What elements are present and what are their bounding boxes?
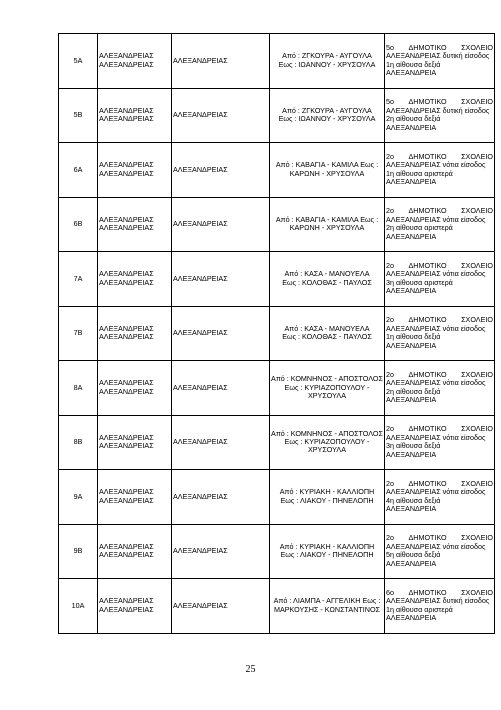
table-row <box>59 415 495 470</box>
polling-place-cell <box>385 361 495 416</box>
district-cell: ΑΛΕΞΑΝΔΡΕΙΑΣ <box>172 361 270 416</box>
range-line: ΜΑΡΚΟΥΣΗΣ - ΚΩΝΣΤΑΝΤΙΝΟΣ <box>273 604 381 614</box>
municipality-cell <box>98 88 172 143</box>
district-cell: ΑΛΕΞΑΝΔΡΕΙΑΣ <box>172 34 270 89</box>
section-code: 8Α <box>59 361 98 416</box>
municipality-line: ΑΛΕΞΑΝΔΡΕΙΑΣ <box>99 550 154 560</box>
school-number: 2ο <box>386 369 394 379</box>
section-code: 10Α <box>59 579 98 634</box>
section-code: 6Β <box>59 197 98 252</box>
room-line: 2η αίθουσα δεξιά <box>386 386 441 396</box>
entrance-line: ΑΛΕΞΑΝΔΡΕΙΑΣ νότια είσοδος <box>386 269 486 279</box>
municipality-line: ΑΛΕΞΑΝΔΡΕΙΑΣ <box>99 323 154 333</box>
school-type: ΔΗΜΟΤΙΚΟ <box>408 42 447 52</box>
room-line: 4η αίθουσα δεξιά <box>386 495 441 505</box>
name-range-cell <box>270 252 385 307</box>
polling-stations-table <box>58 33 495 634</box>
entrance-line: ΑΛΕΞΑΝΔΡΕΙΑΣ νότια είσοδος <box>386 323 486 333</box>
town-line: ΑΛΕΞΑΝΔΡΕΙΑ <box>386 449 437 459</box>
school-number: 2ο <box>386 206 394 216</box>
range-line: ΚΑΡΩΝΗ - ΧΡΥΣΟΥΛΑ <box>289 223 365 233</box>
municipality-cell <box>98 306 172 361</box>
range-line: ΧΡΥΣΟΥΛΑ <box>307 390 347 400</box>
table-row <box>59 34 495 89</box>
section-code: 5Α <box>59 34 98 89</box>
town-line: ΑΛΕΞΑΝΔΡΕΙΑ <box>386 177 437 187</box>
name-range-cell <box>270 143 385 198</box>
district-cell: ΑΛΕΞΑΝΔΡΕΙΑΣ <box>172 143 270 198</box>
municipality-line: ΑΛΕΞΑΝΔΡΕΙΑΣ <box>99 332 154 342</box>
section-code: 8Β <box>59 415 98 470</box>
section-code: 7Α <box>59 252 98 307</box>
school-word: ΣΧΟΛΕΙΟ <box>461 206 493 216</box>
range-line: Από : ΚΥΡΙΑΚΗ - ΚΑΛΛΙΟΠΗ <box>279 487 375 497</box>
municipality-cell <box>98 415 172 470</box>
entrance-line: ΑΛΕΞΑΝΔΡΕΙΑΣ νότια είσοδος <box>386 487 486 497</box>
municipality-line: ΑΛΕΞΑΝΔΡΕΙΑΣ <box>99 541 154 551</box>
school-word: ΣΧΟΛΕΙΟ <box>461 587 493 597</box>
entrance-line: ΑΛΕΞΑΝΔΡΕΙΑΣ νότια είσοδος <box>386 541 486 551</box>
school-type: ΔΗΜΟΤΙΚΟ <box>408 424 447 434</box>
town-line: ΑΛΕΞΑΝΔΡΕΙΑ <box>386 122 437 132</box>
municipality-line: ΑΛΕΞΑΝΔΡΕΙΑΣ <box>99 223 154 233</box>
district-cell: ΑΛΕΞΑΝΔΡΕΙΑΣ <box>172 470 270 525</box>
table-row <box>59 306 495 361</box>
municipality-cell <box>98 34 172 89</box>
municipality-cell <box>98 524 172 579</box>
section-code: 9Β <box>59 524 98 579</box>
school-word: ΣΧΟΛΕΙΟ <box>461 533 493 543</box>
range-line: Εως : ΛΙΑΚΟΥ - ΠΗΝΕΛΟΠΗ <box>280 495 374 505</box>
municipality-line: ΑΛΕΞΑΝΔΡΕΙΑΣ <box>99 105 154 115</box>
range-line: Εως : ΛΙΑΚΟΥ - ΠΗΝΕΛΟΠΗ <box>280 550 374 560</box>
municipality-line: ΑΛΕΞΑΝΔΡΕΙΑΣ <box>99 277 154 287</box>
table-row <box>59 252 495 307</box>
town-line: ΑΛΕΞΑΝΔΡΕΙΑ <box>386 613 437 623</box>
municipality-cell <box>98 197 172 252</box>
entrance-line: ΑΛΕΞΑΝΔΡΕΙΑΣ νότια είσοδος <box>386 214 486 224</box>
range-line: Εως : ΙΩΑΝΝΟΥ - ΧΡΥΣΟΥΛΑ <box>278 59 376 69</box>
town-line: ΑΛΕΞΑΝΔΡΕΙΑ <box>386 504 437 514</box>
municipality-line: ΑΛΕΞΑΝΔΡΕΙΑΣ <box>99 59 154 69</box>
name-range-cell <box>270 524 385 579</box>
name-range-cell <box>270 415 385 470</box>
district-cell: ΑΛΕΞΑΝΔΡΕΙΑΣ <box>172 579 270 634</box>
school-type: ΔΗΜΟΤΙΚΟ <box>408 369 447 379</box>
municipality-line: ΑΛΕΞΑΝΔΡΕΙΑΣ <box>99 269 154 279</box>
school-number: 2ο <box>386 424 394 434</box>
range-line: Εως : ΚΥΡΙΑΖΟΠΟΥΛΟΥ - <box>284 437 370 447</box>
table-row <box>59 361 495 416</box>
section-code: 7Β <box>59 306 98 361</box>
name-range-cell <box>270 579 385 634</box>
school-type: ΔΗΜΟΤΙΚΟ <box>408 478 447 488</box>
entrance-line: ΑΛΕΞΑΝΔΡΕΙΑΣ νότια είσοδος <box>386 160 486 170</box>
room-line: 1η αίθουσα δεξιά <box>386 59 441 69</box>
polling-place-cell <box>385 579 495 634</box>
school-type: ΔΗΜΟΤΙΚΟ <box>408 97 447 107</box>
room-line: 1η αίθουσα αριστερά <box>386 604 453 614</box>
municipality-line: ΑΛΕΞΑΝΔΡΕΙΑΣ <box>99 378 154 388</box>
municipality-line: ΑΛΕΞΑΝΔΡΕΙΑΣ <box>99 114 154 124</box>
town-line: ΑΛΕΞΑΝΔΡΕΙΑ <box>386 340 437 350</box>
name-range-cell <box>270 306 385 361</box>
municipality-cell <box>98 361 172 416</box>
room-line: 2η αίθουσα δεξιά <box>386 114 441 124</box>
district-cell: ΑΛΕΞΑΝΔΡΕΙΑΣ <box>172 415 270 470</box>
range-line: Από : ΚΟΜΝΗΝΟΣ - ΑΠΟΣΤΟΛΟΣ <box>271 374 383 384</box>
room-line: 1η αίθουσα δεξιά <box>386 332 441 342</box>
municipality-line: ΑΛΕΞΑΝΔΡΕΙΑΣ <box>99 160 154 170</box>
polling-place-cell <box>385 197 495 252</box>
table-row <box>59 197 495 252</box>
municipality-line: ΑΛΕΞΑΝΔΡΕΙΑΣ <box>99 168 154 178</box>
range-line: Εως : ΚΥΡΙΑΖΟΠΟΥΛΟΥ - <box>284 382 370 392</box>
room-line: 3η αίθουσα δεξιά <box>386 441 441 451</box>
school-number: 2ο <box>386 260 394 270</box>
name-range-cell <box>270 88 385 143</box>
polling-place-cell <box>385 252 495 307</box>
range-line: Εως : ΙΩΑΝΝΟΥ - ΧΡΥΣΟΥΛΑ <box>278 114 376 124</box>
school-type: ΔΗΜΟΤΙΚΟ <box>408 260 447 270</box>
municipality-cell <box>98 252 172 307</box>
town-line: ΑΛΕΞΑΝΔΡΕΙΑ <box>386 68 437 78</box>
range-line: Από : ΚΥΡΙΑΚΗ - ΚΑΛΛΙΟΠΗ <box>279 541 375 551</box>
page-number: 25 <box>245 664 256 675</box>
polling-place-cell <box>385 143 495 198</box>
district-cell: ΑΛΕΞΑΝΔΡΕΙΑΣ <box>172 197 270 252</box>
school-word: ΣΧΟΛΕΙΟ <box>461 151 493 161</box>
municipality-cell <box>98 579 172 634</box>
range-line: Από : ΖΓΚΟΥΡΑ - ΑΥΓΟΥΛΑ <box>282 105 372 115</box>
school-word: ΣΧΟΛΕΙΟ <box>461 97 493 107</box>
municipality-cell <box>98 470 172 525</box>
school-type: ΔΗΜΟΤΙΚΟ <box>408 315 447 325</box>
school-word: ΣΧΟΛΕΙΟ <box>461 260 493 270</box>
school-number: 2ο <box>386 478 394 488</box>
entrance-line: ΑΛΕΞΑΝΔΡΕΙΑΣ δυτική είσοδος <box>386 105 490 115</box>
polling-place-cell <box>385 415 495 470</box>
school-word: ΣΧΟΛΕΙΟ <box>461 424 493 434</box>
name-range-cell <box>270 197 385 252</box>
entrance-line: ΑΛΕΞΑΝΔΡΕΙΑΣ νότια είσοδος <box>386 432 486 442</box>
municipality-line: ΑΛΕΞΑΝΔΡΕΙΑΣ <box>99 495 154 505</box>
range-line: Από : ΚΟΜΝΗΝΟΣ - ΑΠΟΣΤΟΛΟΣ <box>271 428 383 438</box>
table-row <box>59 88 495 143</box>
school-word: ΣΧΟΛΕΙΟ <box>461 42 493 52</box>
range-line: Από : ΚΑΒΑΓΙΑ - ΚΑΜΙΛΑ Εως : <box>275 214 379 224</box>
school-number: 2ο <box>386 151 394 161</box>
school-word: ΣΧΟΛΕΙΟ <box>461 315 493 325</box>
entrance-line: ΑΛΕΞΑΝΔΡΕΙΑΣ δυτική είσοδος <box>386 51 490 61</box>
polling-place-cell <box>385 306 495 361</box>
range-line: Από : ΚΑΣΑ - ΜΑΝΟΥΕΛΑ <box>284 323 370 333</box>
school-number: 5ο <box>386 97 394 107</box>
entrance-line: ΑΛΕΞΑΝΔΡΕΙΑΣ δυτική είσοδος <box>386 596 490 606</box>
room-line: 3η αίθουσα αριστερά <box>386 277 453 287</box>
table-body <box>59 34 495 634</box>
school-type: ΔΗΜΟΤΙΚΟ <box>408 206 447 216</box>
room-line: 5η αίθουσα δεξιά <box>386 550 441 560</box>
town-line: ΑΛΕΞΑΝΔΡΕΙΑ <box>386 558 437 568</box>
table-row <box>59 579 495 634</box>
name-range-cell <box>270 361 385 416</box>
range-line: ΚΑΡΩΝΗ - ΧΡΥΣΟΥΛΑ <box>289 168 365 178</box>
room-line: 1η αίθουσα αριστερά <box>386 168 453 178</box>
school-number: 5ο <box>386 42 394 52</box>
municipality-line: ΑΛΕΞΑΝΔΡΕΙΑΣ <box>99 432 154 442</box>
district-cell: ΑΛΕΞΑΝΔΡΕΙΑΣ <box>172 88 270 143</box>
section-code: 9Α <box>59 470 98 525</box>
school-type: ΔΗΜΟΤΙΚΟ <box>408 151 447 161</box>
range-line: Από : ΛΙΑΜΠΑ - ΑΓΓΕΛΙΚΗ Εως : <box>273 596 381 606</box>
range-line: Από : ΚΑΒΑΓΙΑ - ΚΑΜΙΛΑ Εως : <box>275 160 379 170</box>
polling-place-cell <box>385 470 495 525</box>
polling-place-cell <box>385 88 495 143</box>
polling-place-cell <box>385 34 495 89</box>
range-line: Εως : ΚΟΛΟΘΑΣ - ΠΑΥΛΟΣ <box>282 277 372 287</box>
municipality-line: ΑΛΕΞΑΝΔΡΕΙΑΣ <box>99 604 154 614</box>
school-word: ΣΧΟΛΕΙΟ <box>461 478 493 488</box>
municipality-line: ΑΛΕΞΑΝΔΡΕΙΑΣ <box>99 441 154 451</box>
section-code: 5Β <box>59 88 98 143</box>
municipality-line: ΑΛΕΞΑΝΔΡΕΙΑΣ <box>99 51 154 61</box>
school-number: 6ο <box>386 587 394 597</box>
town-line: ΑΛΕΞΑΝΔΡΕΙΑ <box>386 286 437 296</box>
room-line: 2η αίθουσα αριστερά <box>386 223 453 233</box>
municipality-line: ΑΛΕΞΑΝΔΡΕΙΑΣ <box>99 487 154 497</box>
section-code: 6Α <box>59 143 98 198</box>
table-row <box>59 524 495 579</box>
range-line: Εως : ΚΟΛΟΘΑΣ - ΠΑΥΛΟΣ <box>282 332 372 342</box>
town-line: ΑΛΕΞΑΝΔΡΕΙΑ <box>386 231 437 241</box>
range-line: Από : ΚΑΣΑ - ΜΑΝΟΥΕΛΑ <box>284 269 370 279</box>
district-cell: ΑΛΕΞΑΝΔΡΕΙΑΣ <box>172 306 270 361</box>
school-type: ΔΗΜΟΤΙΚΟ <box>408 533 447 543</box>
town-line: ΑΛΕΞΑΝΔΡΕΙΑ <box>386 395 437 405</box>
municipality-line: ΑΛΕΞΑΝΔΡΕΙΑΣ <box>99 214 154 224</box>
school-number: 2ο <box>386 315 394 325</box>
municipality-line: ΑΛΕΞΑΝΔΡΕΙΑΣ <box>99 596 154 606</box>
name-range-cell <box>270 34 385 89</box>
table-row <box>59 470 495 525</box>
range-line: ΧΡΥΣΟΥΛΑ <box>307 445 347 455</box>
range-line: Από : ΖΓΚΟΥΡΑ - ΑΥΓΟΥΛΑ <box>282 51 372 61</box>
school-type: ΔΗΜΟΤΙΚΟ <box>408 587 447 597</box>
name-range-cell <box>270 470 385 525</box>
municipality-cell <box>98 143 172 198</box>
school-number: 2ο <box>386 533 394 543</box>
municipality-line: ΑΛΕΞΑΝΔΡΕΙΑΣ <box>99 386 154 396</box>
district-cell: ΑΛΕΞΑΝΔΡΕΙΑΣ <box>172 524 270 579</box>
school-word: ΣΧΟΛΕΙΟ <box>461 369 493 379</box>
table-row <box>59 143 495 198</box>
district-cell: ΑΛΕΞΑΝΔΡΕΙΑΣ <box>172 252 270 307</box>
entrance-line: ΑΛΕΞΑΝΔΡΕΙΑΣ νότια είσοδος <box>386 378 486 388</box>
polling-place-cell <box>385 524 495 579</box>
